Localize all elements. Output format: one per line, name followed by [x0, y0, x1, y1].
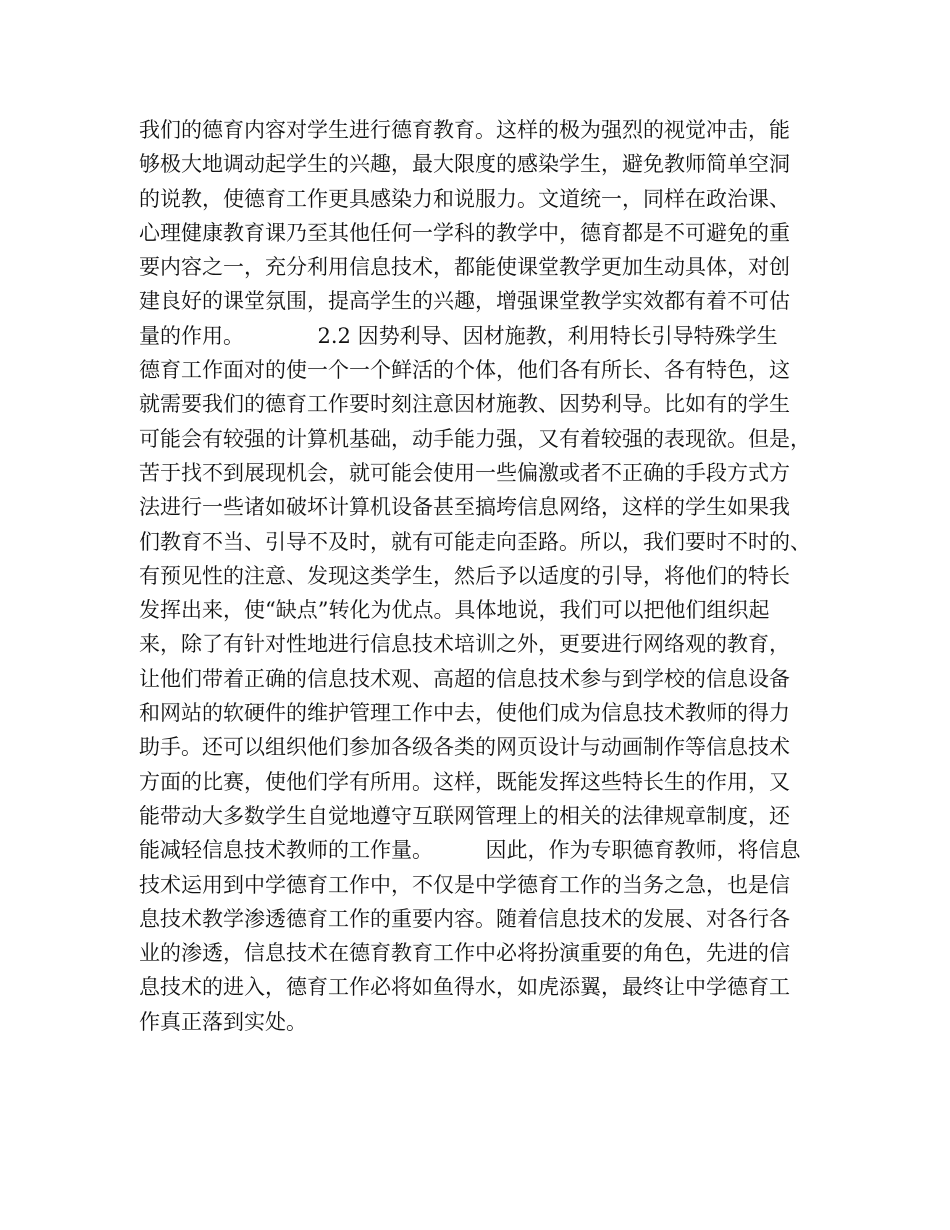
- text-line: 来，除了有针对性地进行信息技术培训之外，更要进行网络观的教育，: [139, 632, 790, 657]
- text-line: 的说教，使德育工作更具感染力和说服力。文道统一，同样在政治课、: [139, 186, 790, 211]
- text-line: 方面的比赛，使他们学有所用。这样，既能发挥这些特长生的作用，又: [139, 769, 790, 794]
- text-line: 可能会有较强的计算机基础，动手能力强，又有着较强的表现欲。但是，: [139, 426, 811, 451]
- text-line: 能带动大多数学生自觉地遵守互联网管理上的相关的法律规章制度，还: [139, 803, 790, 828]
- text-line: 量的作用。 2.2 因势利导、因材施教，利用特长引导特殊学生: [139, 323, 778, 348]
- text-line: 有预见性的注意、发现这类学生，然后予以适度的引导，将他们的特长: [139, 563, 790, 588]
- text-line: 建良好的课堂氛围，提高学生的兴趣，增强课堂教学实效都有着不可估: [139, 289, 790, 314]
- text-line: 让他们带着正确的信息技术观、高超的信息技术参与到学校的信息设备: [139, 666, 790, 691]
- text-line: 技术运用到中学德育工作中，不仅是中学德育工作的当务之急，也是信: [139, 872, 790, 897]
- text-line: 苦于找不到展现机会，就可能会使用一些偏激或者不正确的手段方式方: [139, 460, 790, 485]
- text-line: 能减轻信息技术教师的工作量。 因此，作为专职德育教师，将信息: [139, 838, 801, 863]
- text-line: 心理健康教育课乃至其他任何一学科的教学中，德育都是不可避免的重: [139, 220, 790, 245]
- text-line: 我们的德育内容对学生进行德育教育。这样的极为强烈的视觉冲击，能: [139, 118, 790, 142]
- text-line: 们教育不当、引导不及时，就有可能走向歪路。所以，我们要时不时的、: [139, 529, 811, 554]
- text-line: 法进行一些诸如破坏计算机设备甚至搞垮信息网络，这样的学生如果我: [139, 495, 790, 520]
- text-line: 发挥出来，使“缺点”转化为优点。具体地说，我们可以把他们组织起: [139, 598, 770, 623]
- text-line: 助手。还可以组织他们参加各级各类的网页设计与动画制作等信息技术: [139, 735, 790, 760]
- text-line: 德育工作面对的使一个一个鲜活的个体，他们各有所长、各有特色，这: [139, 358, 790, 383]
- text-line: 业的渗透，信息技术在德育教育工作中必将扮演重要的角色，先进的信: [139, 941, 790, 966]
- text-line: 要内容之一，充分利用信息技术，都能使课堂教学更加生动具体，对创: [139, 255, 790, 280]
- text-line: 够极大地调动起学生的兴趣，最大限度的感染学生，避免教师简单空洞: [139, 152, 790, 177]
- text-line: 作真正落到实处。: [139, 1009, 307, 1034]
- text-line: 息技术教学渗透德育工作的重要内容。随着信息技术的发展、对各行各: [139, 906, 790, 931]
- body-text: [139, 113, 829, 1039]
- text-line: 就需要我们的德育工作要时刻注意因材施教、因势利导。比如有的学生: [139, 392, 790, 417]
- text-line: 和网站的软硬件的维护管理工作中去，使他们成为信息技术教师的得力: [139, 701, 790, 726]
- text-line: 息技术的进入，德育工作必将如鱼得水，如虎添翼，最终让中学德育工: [139, 975, 790, 1000]
